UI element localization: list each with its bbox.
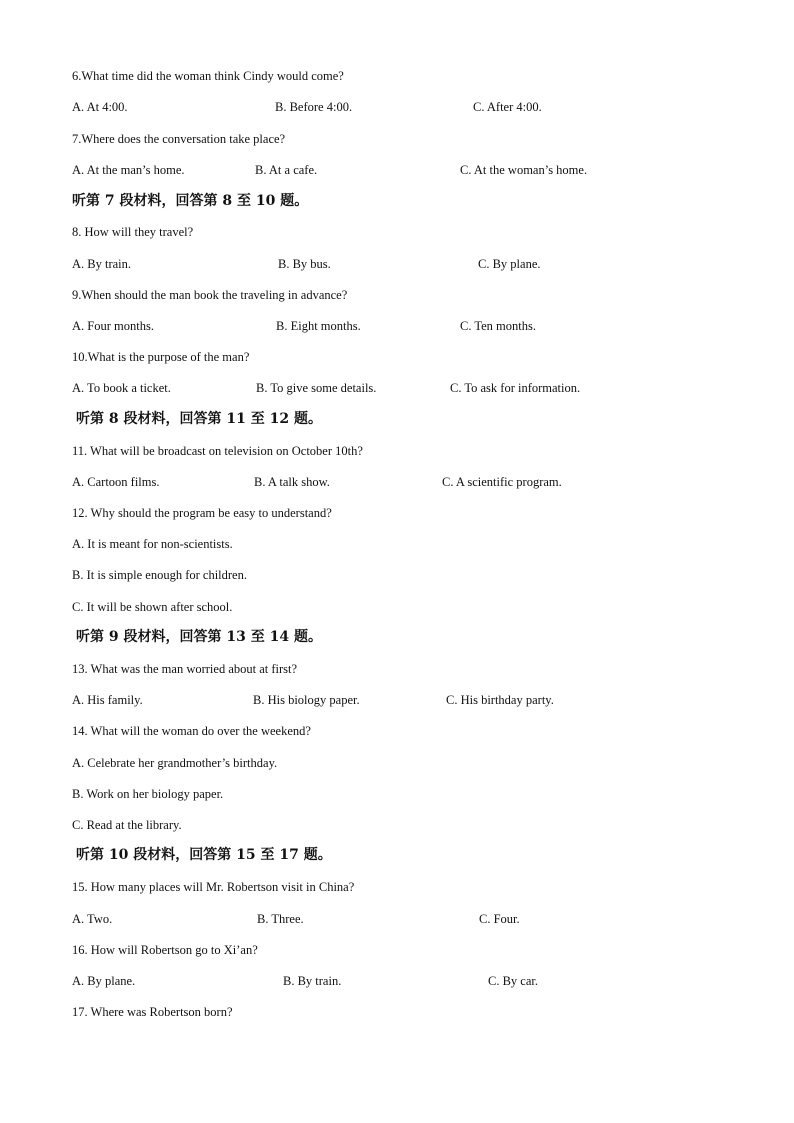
question-10-option-b: B. To give some details.	[256, 381, 377, 395]
question-16-option-a: A. By plane.	[72, 974, 136, 988]
question-11-stem: 11. What will be broadcast on television on October 10th?	[72, 444, 363, 458]
question-15-option-a: A. Two.	[72, 912, 113, 926]
question-6-option-c: C. After 4:00.	[473, 100, 542, 114]
question-11-option-a: A. Cartoon films.	[72, 475, 160, 489]
question-15-stem: 15. How many places will Mr. Robertson visit in China?	[72, 880, 355, 894]
section-heading-7: 听第 7 段材料，回答第 8 至 10 题。	[72, 193, 309, 209]
section-heading-8: 听第 8 段材料，回答第 11 至 12 题。	[76, 411, 322, 427]
question-10-option-a: A. To book a ticket.	[72, 381, 171, 395]
question-6-stem: 6.What time did the woman think Cindy would come?	[72, 69, 344, 83]
question-12-option-a: A. It is meant for non-scientists.	[72, 537, 233, 551]
question-8-option-c: C. By plane.	[478, 257, 541, 271]
question-15-option-b: B. Three.	[257, 912, 304, 926]
question-11-option-c: C. A scientific program.	[442, 475, 562, 489]
question-13-option-c: C. His birthday party.	[446, 693, 554, 707]
question-13-stem: 13. What was the man worried about at first?	[72, 662, 298, 676]
question-7-stem: 7.Where does the conversation take place?	[72, 132, 286, 146]
question-9-option-a: A. Four months.	[72, 319, 154, 333]
question-15-option-c: C. Four.	[479, 912, 520, 926]
question-16-option-b: B. By train.	[283, 974, 342, 988]
question-7-option-a: A. At the man’s home.	[72, 163, 185, 177]
question-17-stem: 17. Where was Robertson born?	[72, 1005, 233, 1019]
question-7-option-c: C. At the woman’s home.	[460, 163, 588, 177]
question-9-option-c: C. Ten months.	[460, 319, 536, 333]
question-16-stem: 16. How will Robertson go to Xi’an?	[72, 943, 258, 957]
question-12-option-b: B. It is simple enough for children.	[72, 568, 247, 582]
question-9-option-b: B. Eight months.	[276, 319, 361, 333]
section-heading-10: 听第 10 段材料，回答第 15 至 17 题。	[76, 847, 332, 863]
question-7-option-b: B. At a cafe.	[255, 163, 318, 177]
question-13-option-a: A. His family.	[72, 693, 143, 707]
question-14-stem: 14. What will the woman do over the weekend?	[72, 724, 311, 738]
question-8-option-b: B. By bus.	[278, 257, 331, 271]
question-14-option-c: C. Read at the library.	[72, 818, 182, 832]
question-12-stem: 12. Why should the program be easy to understand?	[72, 506, 332, 520]
question-10-stem: 10.What is the purpose of the man?	[72, 350, 250, 364]
question-10-option-c: C. To ask for information.	[450, 381, 581, 395]
question-16-option-c: C. By car.	[488, 974, 538, 988]
question-14-option-a: A. Celebrate her grandmother’s birthday.	[72, 756, 278, 770]
question-9-stem: 9.When should the man book the traveling in advance?	[72, 288, 348, 302]
question-6-option-b: B. Before 4:00.	[275, 100, 353, 114]
question-8-stem: 8. How will they travel?	[72, 225, 194, 239]
question-13-option-b: B. His biology paper.	[253, 693, 360, 707]
question-8-option-a: A. By train.	[72, 257, 132, 271]
section-heading-9: 听第 9 段材料，回答第 13 至 14 题。	[76, 629, 322, 645]
question-12-option-c: C. It will be shown after school.	[72, 600, 233, 614]
question-11-option-b: B. A talk show.	[254, 475, 330, 489]
question-6-option-a: A. At 4:00.	[72, 100, 128, 114]
question-14-option-b: B. Work on her biology paper.	[72, 787, 224, 801]
